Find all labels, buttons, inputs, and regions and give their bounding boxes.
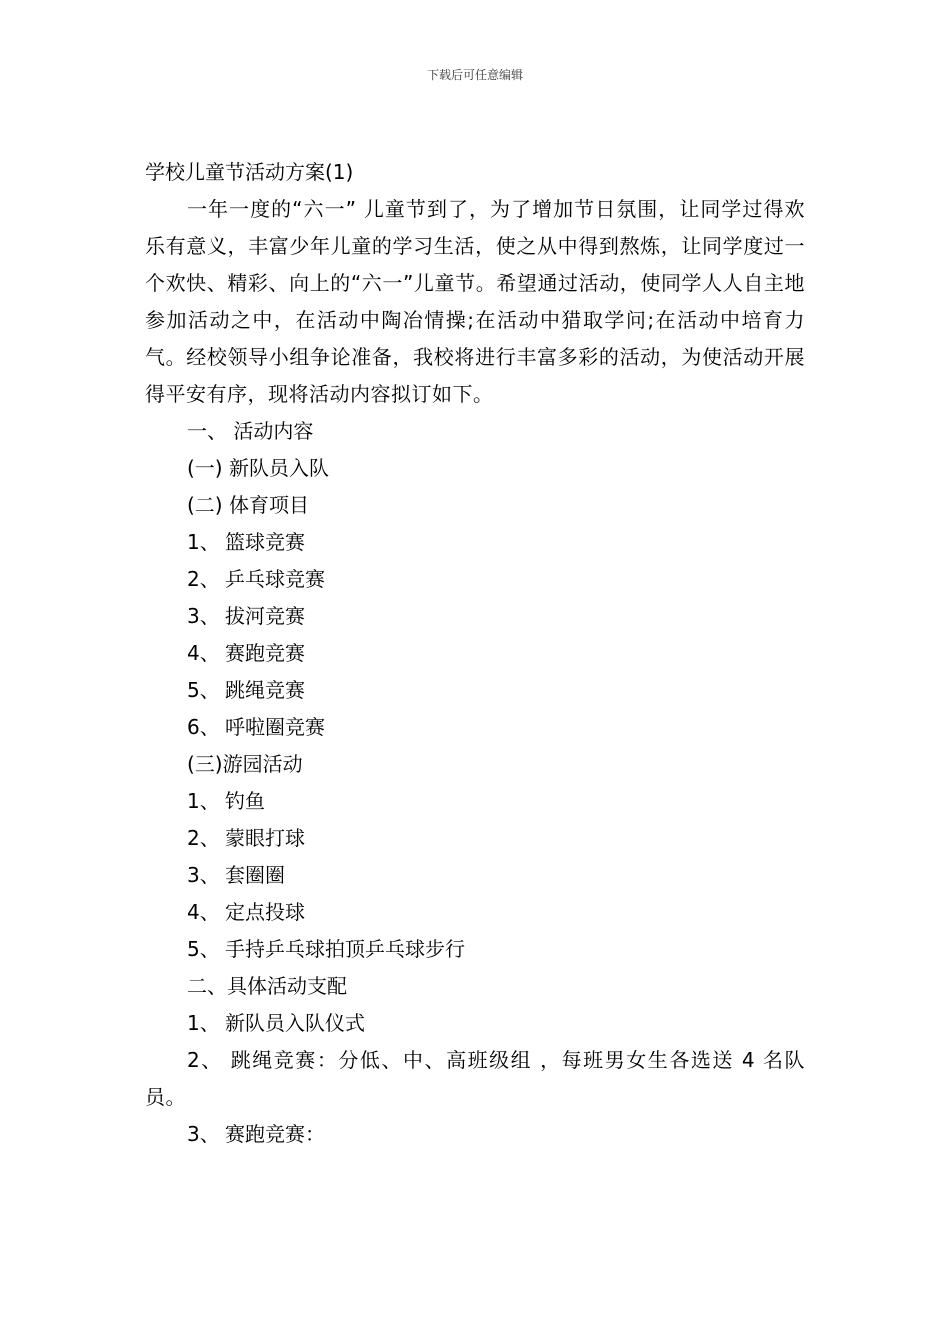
list-text: 拔河竞赛 (225, 604, 305, 628)
list-item (145, 524, 805, 561)
list-text: 蒙眼打球 (225, 826, 305, 850)
list-item (145, 931, 805, 968)
list-number: 1、 (187, 1011, 220, 1035)
list-number: 3、 (187, 863, 220, 887)
list-number: 3、 (187, 604, 220, 628)
list-item (145, 561, 805, 598)
list-text: 套圈圈 (225, 863, 285, 887)
list-item (145, 709, 805, 746)
list-number: 5、 (187, 678, 220, 702)
list-number: 4、 (187, 900, 220, 924)
list-text: 赛跑竞赛 (225, 641, 305, 665)
document-body (145, 154, 805, 1153)
list-item (145, 635, 805, 672)
list-text: 钓鱼 (225, 789, 265, 813)
list-item (145, 1005, 805, 1042)
header-note: 下载后可任意编辑 (426, 68, 523, 82)
subsection-new-members: (一) 新队员入队 (187, 456, 329, 480)
list-text: 篮球竞赛 (225, 530, 305, 554)
list-text: 定点投球 (225, 900, 305, 924)
section-heading-content: 一、 活动内容 (187, 419, 314, 443)
document-title: 学校儿童节活动方案(1) (145, 160, 354, 184)
list-text: 呼啦圈竞赛 (225, 715, 325, 739)
list-number: 3、 (187, 1122, 220, 1146)
list-number: 2、 (187, 567, 220, 591)
subsection-sports: (二) 体育项目 (187, 493, 309, 517)
list-number: 6、 (187, 715, 220, 739)
list-number: 1、 (187, 789, 220, 813)
list-item (145, 857, 805, 894)
list-text: 手持乒乓球拍顶乒乓球步行 (225, 937, 465, 961)
list-number: 1、 (187, 530, 220, 554)
list-item (145, 820, 805, 857)
list-text: 新队员入队仪式 (225, 1011, 365, 1035)
subsection-games: (三)游园活动 (187, 752, 303, 776)
list-item-jump-rope: 2、 跳绳竞赛：分低、中、高班级组 ，每班男女生各选送 4 名队员。 (145, 1048, 805, 1109)
list-text: 赛跑竞赛： (225, 1122, 325, 1146)
list-item (145, 894, 805, 931)
section-heading-arrangement: 二、具体活动支配 (187, 974, 347, 998)
list-number: 5、 (187, 937, 220, 961)
list-item (145, 598, 805, 635)
list-number: 4、 (187, 641, 220, 665)
list-item (145, 783, 805, 820)
list-number: 2、 (187, 826, 220, 850)
list-item (145, 672, 805, 709)
list-text: 乒乓球竞赛 (225, 567, 325, 591)
list-item (145, 1116, 805, 1153)
intro-paragraph: 一年一度的“六一” 儿童节到了，为了增加节日氛围，让同学过得欢乐有意义，丰富少年儿童的学习生活，使之从中得到熬炼，让同学度过一个欢快、精彩、向上的“六一”儿童节。希望通过活动，使同学人人自主地参加活动之中，在活动中陶冶情操;在活动中猎取学问;在活动中培育力气。经校领导小组争论准备，我校将进行丰富多彩的活动，为使活动开展得平安有序，现将活动内容拟订如下。 (145, 197, 805, 406)
list-text: 跳绳竞赛 (225, 678, 305, 702)
